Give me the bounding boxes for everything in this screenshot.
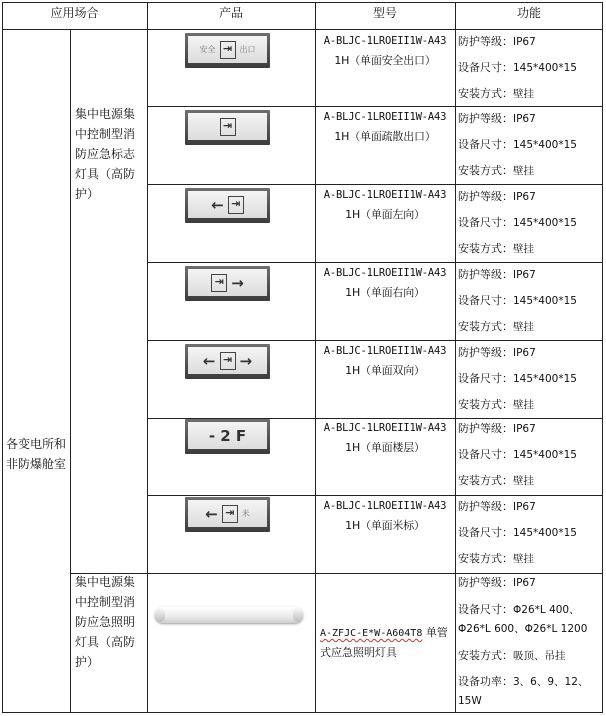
- header-product: 产品: [218, 6, 243, 20]
- model-cell-3: [315, 186, 455, 224]
- model-code: A-BLJC-1LROEII1W-A43: [323, 345, 447, 357]
- feature-cell-4: 防护等级：IP67 设备尺寸：145*400*15 安装方式：壁挂: [458, 268, 577, 333]
- exit-sign-meter-icon: ← ⇥ 米: [188, 500, 267, 527]
- product-image-4: [147, 262, 315, 340]
- model-code: A-BLJC-1LROEII1W-A43: [323, 111, 447, 123]
- model-desc: 1H（单面左向）: [345, 208, 425, 221]
- feature-cell-6: 防护等级：IP67 设备尺寸：145*400*15 安装方式：壁挂: [458, 422, 577, 487]
- model-cell-7: [315, 497, 455, 535]
- model-desc: 1H（单面右向）: [345, 286, 425, 299]
- product-image-2: [147, 106, 315, 184]
- product-image-6: [147, 418, 315, 495]
- exit-sign-double-arrow-icon: ← ⇥ →: [188, 347, 267, 374]
- product-image-3: [147, 184, 315, 262]
- model-desc: 单管式应急照明灯具: [320, 626, 448, 659]
- model-cell-2: [315, 108, 455, 146]
- model-desc: 1H（单面双向）: [345, 364, 425, 377]
- model-code: A-BLJC-1LROEII1W-A43: [323, 189, 447, 201]
- feature-cell-3: 防护等级：IP67 设备尺寸：145*400*15 安装方式：壁挂: [458, 190, 577, 255]
- product-image-5: [147, 340, 315, 418]
- product-image-7: [147, 495, 315, 573]
- category-emergency-lighting: 集中电源集中控制型消防应急照明灯具（高防护）: [75, 575, 136, 669]
- feature-cell-1: 防护等级：IP67 设备尺寸：145*400*15 安装方式：壁挂: [458, 35, 577, 100]
- model-code: A-BLJC-1LROEII1W-A43: [323, 422, 447, 434]
- model-desc: 1H（单面安全出口）: [334, 54, 436, 67]
- tube-light-icon: [155, 607, 303, 623]
- model-code: A-BLJC-1LROEII1W-A43: [323, 35, 447, 47]
- exit-sign-evacuation-exit-icon: ⇥: [188, 113, 267, 140]
- feature-cell-tube: 防护等级：IP67 设备尺寸：Φ26*L 400、Φ26*L 600、Φ26*L 1200 安装方式：吸顶、吊挂 设备功率：3、6、9、12、15W: [458, 576, 589, 707]
- model-desc: 1H（单面米标）: [345, 519, 425, 532]
- exit-sign-safety-exit-icon: 安全 ⇥ 出口: [188, 36, 267, 63]
- model-code: A-ZFJC-E*W-A604T8: [320, 628, 423, 639]
- exit-sign-right-arrow-icon: ⇥ →: [188, 269, 267, 296]
- model-cell-1: [315, 32, 455, 70]
- model-code: A-BLJC-1LROEII1W-A43: [323, 267, 447, 279]
- scene-text: 各变电所和非防爆舱室: [5, 437, 66, 471]
- header-model: 型号: [372, 6, 397, 20]
- model-cell-tube: [315, 623, 455, 662]
- model-desc: 1H（单面疏散出口）: [334, 130, 436, 143]
- category-sign-lights: 集中电源集中控制型消防应急标志灯具（高防护）: [75, 107, 136, 201]
- product-table: [2, 2, 603, 712]
- feature-cell-5: 防护等级：IP67 设备尺寸：145*400*15 安装方式：壁挂: [458, 346, 577, 411]
- model-cell-4: [315, 264, 455, 302]
- feature-cell-2: 防护等级：IP67 设备尺寸：145*400*15 安装方式：壁挂: [458, 112, 577, 177]
- header-scene: 应用场合: [50, 6, 99, 20]
- header-function: 功能: [516, 6, 541, 20]
- model-code: A-BLJC-1LROEII1W-A43: [323, 500, 447, 512]
- model-desc: 1H（单面楼层）: [345, 441, 425, 454]
- model-cell-6: [315, 419, 455, 457]
- product-image-tube: [147, 573, 315, 712]
- model-cell-5: [315, 342, 455, 380]
- exit-sign-left-arrow-icon: ← ⇥: [188, 191, 267, 218]
- feature-cell-7: 防护等级：IP67 设备尺寸：145*400*15 安装方式：壁挂: [458, 500, 577, 565]
- product-image-1: [147, 29, 315, 106]
- floor-sign-icon: - 2 F: [188, 422, 267, 449]
